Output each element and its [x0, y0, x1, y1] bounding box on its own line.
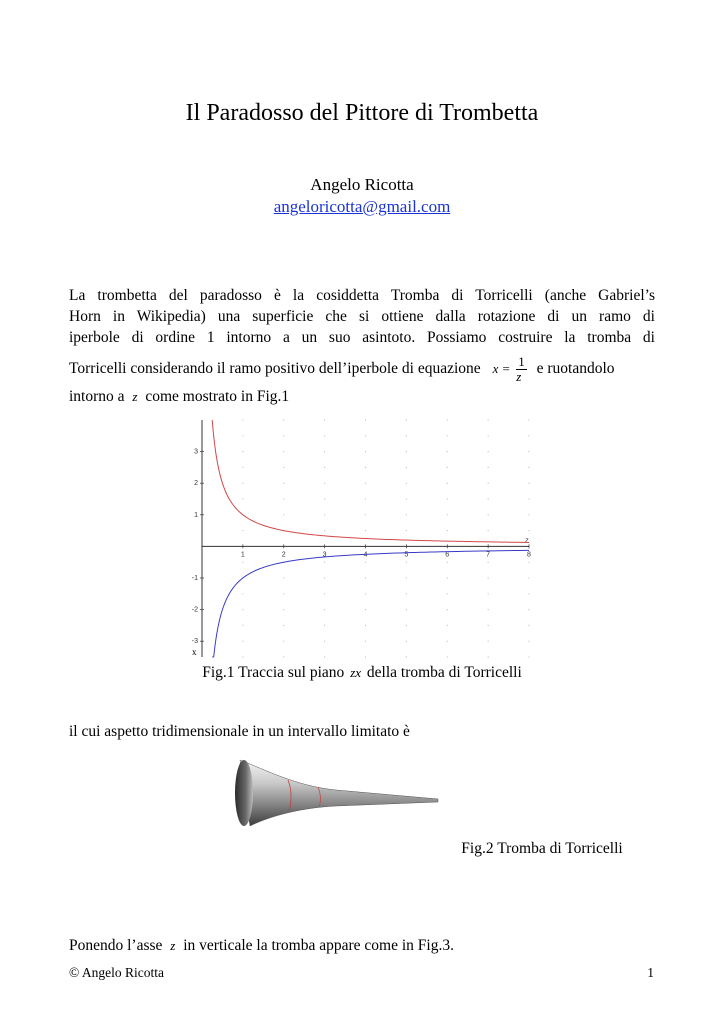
grid-dot	[365, 656, 366, 657]
grid-dot	[528, 577, 529, 578]
closing-paragraph	[69, 937, 454, 955]
x-axis-label: x	[192, 647, 197, 657]
grid-dot	[242, 609, 243, 610]
grid-dot	[447, 641, 448, 642]
grid-dot	[528, 483, 529, 484]
grid-dot	[406, 562, 407, 563]
grid-dot	[283, 641, 284, 642]
grid-dot	[488, 451, 489, 452]
intro-text: Torricelli considerando il ramo positivo dell’iperbole di equazione	[69, 360, 481, 377]
caption-text: della tromba di Torricelli	[366, 664, 522, 681]
grid-dot	[447, 609, 448, 610]
grid-dot	[324, 514, 325, 515]
grid-dot	[365, 530, 366, 531]
grid-dot	[365, 593, 366, 594]
grid-dot	[528, 562, 529, 563]
intro-line: iperbole di ordine 1 intorno a un suo asintoto. Possiamo costruire la tromba di	[69, 329, 655, 346]
grid-dot	[406, 419, 407, 420]
grid-dot	[324, 562, 325, 563]
grid-dot	[242, 562, 243, 563]
grid-dot	[242, 498, 243, 499]
y-tick-label: -1	[191, 575, 198, 582]
grid-dot	[324, 435, 325, 436]
grid-dot	[365, 498, 366, 499]
chart-series	[212, 420, 529, 657]
grid-dot	[488, 435, 489, 436]
page-number: 1	[647, 965, 654, 980]
grid-dot	[324, 451, 325, 452]
y-tick-label: 1	[194, 511, 198, 519]
intro-text: intorno a	[69, 388, 125, 405]
horn-bell-opening	[235, 760, 253, 826]
x-tick-label: 6	[445, 551, 450, 559]
grid-dot	[283, 656, 284, 657]
z-axis-label: z	[525, 537, 529, 545]
grid-dot	[242, 467, 243, 468]
grid-dot	[488, 609, 489, 610]
equation-fraction	[516, 355, 527, 384]
grid-dot	[488, 514, 489, 515]
grid-dot	[406, 641, 407, 642]
x-tick-label: 4	[363, 551, 368, 559]
grid-dot	[528, 625, 529, 626]
x-tick-label: 2	[281, 551, 286, 559]
grid-dot	[283, 419, 284, 420]
grid-dot	[488, 467, 489, 468]
grid-dot	[447, 451, 448, 452]
grid-dot	[365, 577, 366, 578]
grid-dot	[324, 530, 325, 531]
x-tick-label: 8	[527, 551, 531, 559]
grid-dot	[406, 451, 407, 452]
equation-denominator: z	[516, 368, 522, 384]
author-name: Angelo Ricotta	[310, 175, 414, 194]
middle-paragraph: il cui aspetto tridimensionale in un intervallo limitato è	[69, 723, 410, 740]
intro-line: Horn in Wikipedia) una superficie che si ottiene dalla rotazione di un ramo di	[69, 308, 655, 325]
grid-dot	[528, 419, 529, 420]
grid-dot	[242, 435, 243, 436]
grid-dot	[283, 451, 284, 452]
grid-dot	[283, 498, 284, 499]
grid-dot	[365, 483, 366, 484]
grid-dot	[324, 625, 325, 626]
axis-variable: z	[170, 938, 176, 953]
grid-dot	[406, 498, 407, 499]
axis-variable: z	[132, 389, 138, 404]
closing-text: in verticale la tromba appare come in Fig.3.	[183, 937, 454, 954]
grid-dot	[365, 625, 366, 626]
grid-dot	[528, 609, 529, 610]
x-tick-label: 5	[404, 551, 409, 559]
grid-dot	[447, 530, 448, 531]
grid-dot	[283, 577, 284, 578]
horn-body	[240, 760, 438, 826]
grid-dot	[242, 530, 243, 531]
grid-dot	[365, 641, 366, 642]
series-positive-branch	[212, 420, 529, 545]
grid-dot	[447, 593, 448, 594]
fig1-caption	[0, 664, 724, 682]
grid-dot	[447, 656, 448, 657]
caption-variable: zx	[350, 665, 362, 680]
grid-dot	[324, 483, 325, 484]
grid-dot	[242, 625, 243, 626]
grid-dot	[528, 530, 529, 531]
grid-dot	[365, 467, 366, 468]
grid-dot	[406, 467, 407, 468]
grid-dot	[242, 419, 243, 420]
grid-dot	[488, 641, 489, 642]
grid-dot	[324, 609, 325, 610]
grid-dot	[406, 514, 407, 515]
grid-dot	[447, 483, 448, 484]
grid-dot	[447, 562, 448, 563]
chart-grid	[242, 419, 529, 657]
grid-dot	[242, 656, 243, 657]
equation-lhs: x =	[492, 361, 511, 376]
grid-dot	[242, 483, 243, 484]
grid-dot	[488, 656, 489, 657]
grid-dot	[488, 562, 489, 563]
grid-dot	[406, 656, 407, 657]
intro-paragraph	[69, 285, 655, 407]
torricelli-horn-illustration	[226, 756, 442, 828]
grid-dot	[447, 467, 448, 468]
grid-dot	[528, 435, 529, 436]
equation-numerator: 1	[518, 353, 525, 369]
grid-dot	[488, 483, 489, 484]
grid-dot	[324, 467, 325, 468]
author-email-link[interactable]: angeloricotta@gmail.com	[273, 197, 451, 216]
grid-dot	[488, 498, 489, 499]
grid-dot	[528, 656, 529, 657]
grid-dot	[528, 451, 529, 452]
grid-dot	[528, 467, 529, 468]
grid-dot	[447, 419, 448, 420]
grid-dot	[406, 435, 407, 436]
series-negative-branch	[212, 550, 529, 657]
x-tick-label: 1	[240, 551, 245, 559]
grid-dot	[365, 451, 366, 452]
intro-text: e ruotandolo	[536, 360, 615, 377]
grid-dot	[447, 514, 448, 515]
fig2-caption: Fig.2 Tromba di Torricelli	[461, 840, 623, 857]
grid-dot	[447, 577, 448, 578]
grid-dot	[365, 562, 366, 563]
intro-line: La trombetta del paradosso è la cosiddetta Tromba di Torricelli (anche Gabriel’s	[69, 287, 655, 304]
grid-dot	[283, 467, 284, 468]
grid-dot	[365, 419, 366, 420]
grid-dot	[242, 593, 243, 594]
grid-dot	[242, 641, 243, 642]
grid-dot	[283, 609, 284, 610]
grid-dot	[528, 593, 529, 594]
grid-dot	[488, 577, 489, 578]
grid-dot	[406, 530, 407, 531]
grid-dot	[447, 498, 448, 499]
intro-text: come mostrato in Fig.1	[145, 388, 290, 405]
grid-dot	[324, 498, 325, 499]
footer-copyright: © Angelo Ricotta	[69, 965, 164, 980]
grid-dot	[406, 609, 407, 610]
grid-dot	[283, 483, 284, 484]
grid-dot	[488, 625, 489, 626]
grid-dot	[406, 625, 407, 626]
grid-dot	[406, 593, 407, 594]
caption-text: Fig.1 Traccia sul piano	[202, 664, 345, 681]
intro-line-equation	[69, 354, 655, 384]
y-tick-label: 2	[194, 480, 198, 488]
intro-line	[69, 386, 655, 407]
y-tick-label: 3	[194, 448, 198, 456]
grid-dot	[324, 419, 325, 420]
grid-dot	[406, 577, 407, 578]
grid-dot	[365, 435, 366, 436]
hyperbola-chart	[190, 412, 540, 662]
grid-dot	[365, 514, 366, 515]
x-tick-label: 7	[486, 551, 491, 559]
grid-dot	[324, 593, 325, 594]
grid-dot	[406, 483, 407, 484]
grid-dot	[283, 435, 284, 436]
grid-dot	[488, 593, 489, 594]
grid-dot	[447, 435, 448, 436]
grid-dot	[283, 514, 284, 515]
grid-dot	[488, 419, 489, 420]
grid-dot	[283, 625, 284, 626]
grid-dot	[242, 451, 243, 452]
grid-dot	[324, 656, 325, 657]
grid-dot	[324, 577, 325, 578]
grid-dot	[365, 609, 366, 610]
y-tick-label: -3	[191, 638, 198, 646]
grid-dot	[283, 593, 284, 594]
x-tick-label: 3	[322, 551, 327, 559]
grid-dot	[324, 641, 325, 642]
grid-dot	[447, 625, 448, 626]
grid-dot	[528, 514, 529, 515]
grid-dot	[488, 530, 489, 531]
grid-dot	[528, 498, 529, 499]
closing-text: Ponendo l’asse	[69, 937, 163, 954]
y-tick-label: -2	[191, 606, 198, 614]
grid-dot	[528, 641, 529, 642]
page-title: Il Paradosso del Pittore di Trombetta	[185, 100, 539, 126]
